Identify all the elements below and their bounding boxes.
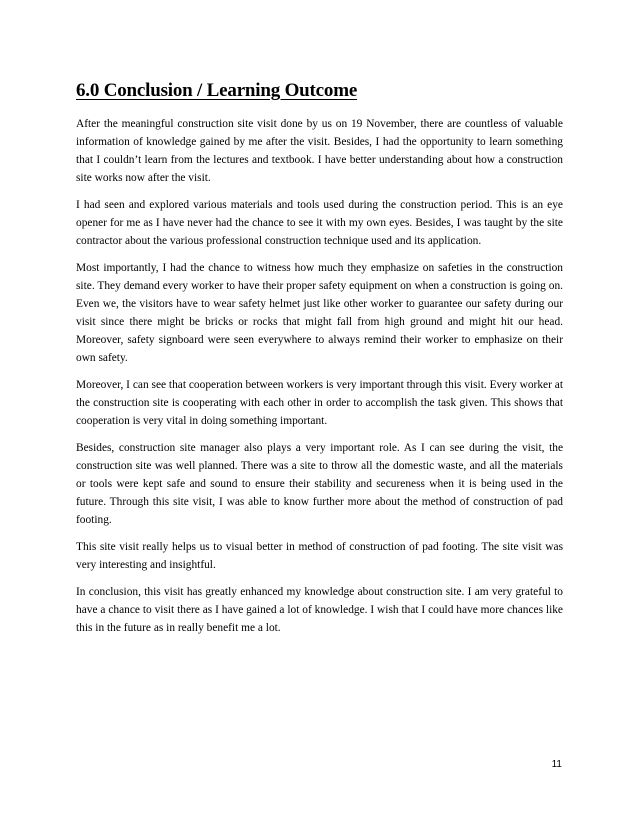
paragraph-6: This site visit really helps us to visual better in method of construction of pad footing. The site visit was very interesting and insightful. (76, 540, 563, 571)
page-content (76, 80, 563, 646)
paragraph-4: Moreover, I can see that cooperation between workers is very important through this visit. Every worker at the construction site is cooperating with each other in order to accomplish the task given. This shows that cooperation is very vital in doing something important. (76, 378, 563, 427)
paragraph-7: In conclusion, this visit has greatly enhanced my knowledge about construction site. I am very grateful to have a chance to visit there as I have gained a lot of knowledge. I wish that I could have more chances like this in the future as in really benefit me a lot. (76, 585, 563, 634)
paragraph-3: Most importantly, I had the chance to witness how much they emphasize on safeties in the construction site. They demand every worker to have their proper safety equipment on when a construction is going on. Even we, the visitors have to wear safety helmet just like other worker to guarantee our safety during our visit since there might be bricks or rocks that might fall from high ground and might hit our head. Moreover, safety signboard were seen everywhere to always remind their worker to emphasize on their own safety. (76, 261, 563, 364)
paragraph-2: I had seen and explored various materials and tools used during the construction period. This is an eye opener for me as I have never had the chance to see it with my own eyes. Besides, I was taught by the site contractor about the various professional construction technique used and its application. (76, 198, 563, 247)
paragraph-5: Besides, construction site manager also plays a very important role. As I can see during the visit, the construction site was well planned. There was a site to throw all the domestic waste, and all the materials or tools were kept safe and sound to ensure their stability and secureness when it is being used in the future. Through this site visit, I was able to know further more about the method of construction of pad footing. (76, 441, 563, 526)
paragraph-1: After the meaningful construction site visit done by us on 19 November, there are countless of valuable information of knowledge gained by me after the visit. Besides, I had the opportunity to learn something that I couldn’t learn from the lectures and textbook. I have better understanding about how a construction site works now after the visit. (76, 117, 563, 184)
section-heading: 6.0 Conclusion / Learning Outcome (76, 80, 358, 101)
page-number: 11 (551, 759, 562, 770)
